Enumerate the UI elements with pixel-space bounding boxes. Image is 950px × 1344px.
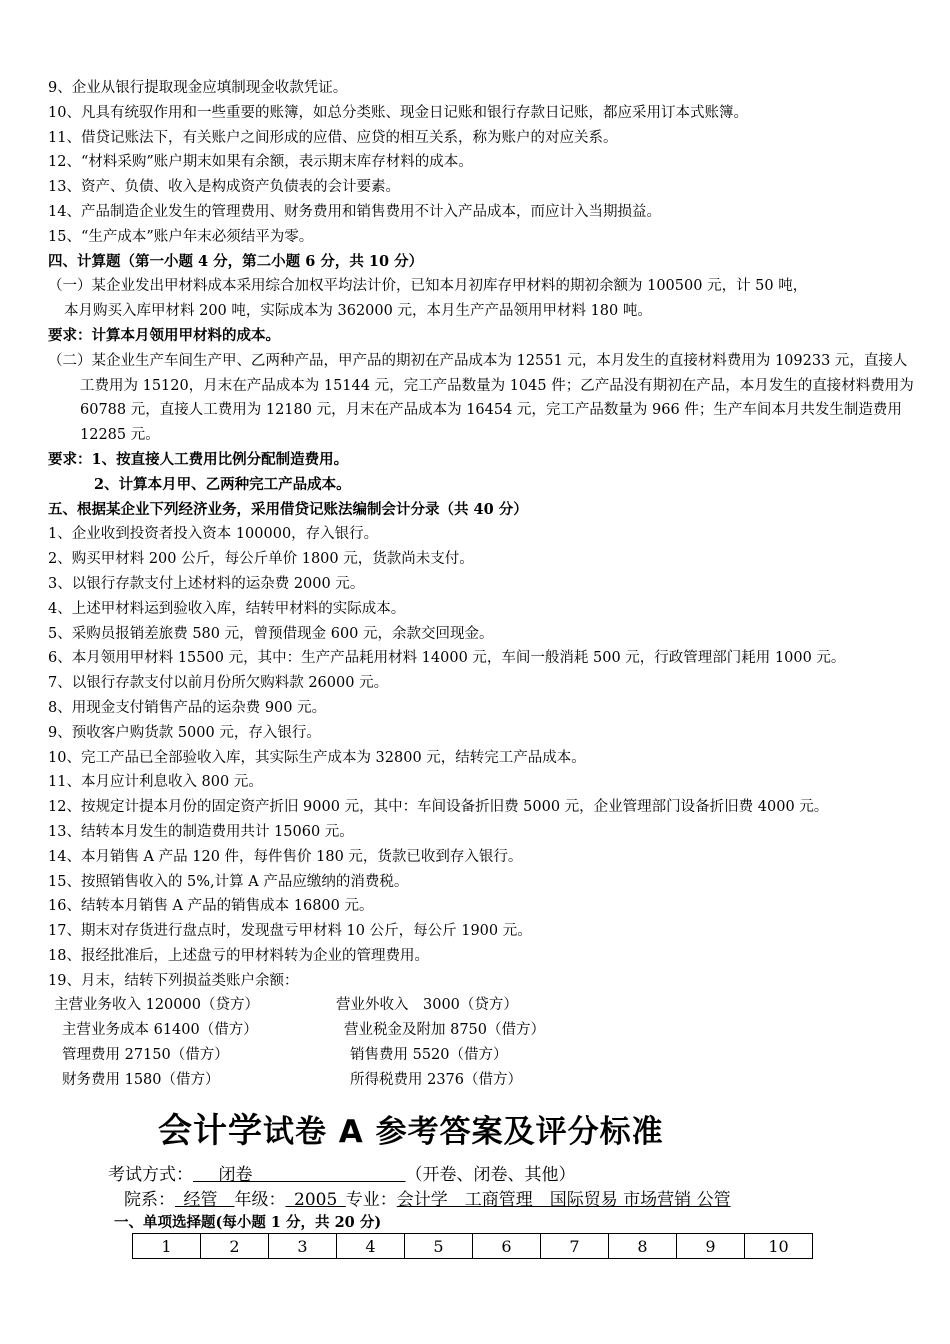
transaction-item: 18、报经批准后，上述盘亏的甲材料转为企业的管理费用。 (48, 947, 429, 964)
exam-method-options: （开卷、闭卷、其他） (405, 1165, 576, 1185)
judgement-item: 13、资产、负债、收入是构成资产负债表的会计要素。 (48, 179, 400, 196)
exam-method-label: 考试方式： (108, 1165, 193, 1185)
calc-q2-text: （二）某企业生产车间生产甲、乙两种产品，甲产品的期初在产品成本为 12551 元，本月发生的直接材料费用为 109233 元，直接人工费用为 15120，月末在产品成本为 15144 元，完工产品数量为 1045 件；乙产品没有期初在产品，本月发生的直接材料费用为 60788 元，直接人工费用为 12180 元，月末在产品成本为 16454 元，完工产品数量为 966 件；生产车间本月共发生制造费用 12285 元。 (48, 352, 914, 444)
exam-method-row (108, 1160, 576, 1185)
balance-right: 所得税费用 2376（借方） (350, 1071, 523, 1088)
transaction-item: 5、采购员报销差旅费 580 元，曾预借现金 600 元，余款交回现金。 (48, 625, 494, 642)
judgement-item: 11、借贷记账法下，有关账户之间形成的应借、应贷的相互关系，称为账户的对应关系。 (48, 129, 618, 146)
transaction-item: 14、本月销售 A 产品 120 件，每件售价 180 元，货款已收到存入银行。 (48, 848, 523, 865)
judgement-item: 10、凡具有统驭作用和一些重要的账簿，如总分类账、现金日记账和银行存款日记账，都应采用订本式账簿。 (48, 104, 748, 121)
section1-heading: 一、单项选择题(每小题 1 分，共 20 分) (114, 1214, 382, 1231)
transaction-item: 1、企业收到投资者投入资本 100000，存入银行。 (48, 526, 379, 543)
dept-value: 经管 (183, 1190, 218, 1210)
transaction-item: 19、月末，结转下列损益类账户余额： (48, 972, 299, 989)
exam-page (48, 76, 918, 1093)
calc-q1-line1: （一）某企业发出甲材料成本采用综合加权平均法计价，已知本月初库存甲材料的期初余额为 100500 元，计 50 吨， (48, 278, 808, 295)
calc-q1-requirement: 要求：计算本月领用甲材料的成本。 (48, 326, 280, 344)
balance-right: 销售费用 5520（借方） (350, 1047, 508, 1064)
table-row (133, 1234, 813, 1259)
transaction-item: 2、购买甲材料 200 公斤，每公斤单价 1800 元，货款尚未支付。 (48, 551, 474, 568)
table-cell: 4 (337, 1234, 405, 1259)
balance-left: 财务费用 1580（借方） (62, 1071, 220, 1088)
transaction-item: 15、按照销售收入的 5%,计算 A 产品应缴纳的消费税。 (48, 873, 409, 890)
transaction-item: 3、以银行存款支付上述材料的运杂费 2000 元。 (48, 575, 365, 592)
table-cell: 5 (405, 1234, 473, 1259)
grade-value: 2005 (294, 1190, 338, 1210)
balance-right: 营业税金及附加 8750（借方） (344, 1022, 546, 1039)
calc-q1-line2: 本月购买入库甲材料 200 吨，实际成本为 362000 元，本月生产产品领用甲材料 180 吨。 (64, 303, 652, 320)
balance-row (48, 1043, 918, 1068)
exam-method-value: 闭卷 (218, 1165, 253, 1185)
transaction-item: 10、完工产品已全部验收入库，其实际生产成本为 32800 元，结转完工产品成本。 (48, 749, 586, 766)
major-value: 会计学 工商管理 国际贸易 市场营销 公管 (396, 1190, 731, 1210)
table-cell: 7 (541, 1234, 609, 1259)
dept-label: 院系： (124, 1190, 175, 1210)
table-cell: 9 (677, 1234, 745, 1259)
balance-left: 主营业务收入 120000（贷方） (54, 997, 259, 1014)
transaction-item: 7、以银行存款支付以前月份所欠购料款 26000 元。 (48, 675, 389, 692)
grade-label: 年级： (234, 1190, 286, 1210)
answer-number-table (132, 1233, 813, 1259)
answer-title-rest: 试卷 A 参考答案及评分标准 (263, 1114, 664, 1150)
answer-title-course: 会计学 (158, 1111, 263, 1151)
major-label: 专业： (345, 1190, 397, 1210)
transaction-item: 13、结转本月发生的制造费用共计 15060 元。 (48, 823, 354, 840)
calc-q2-requirement-1: 要求：1、按直接人工费用比例分配制造费用。 (48, 450, 349, 468)
balance-right: 营业外收入 3000（贷方） (336, 997, 518, 1014)
section4-heading: 四、计算题（第一小题 4 分，第二小题 6 分，共 10 分） (48, 252, 424, 270)
balance-left: 主营业务成本 61400（借方） (62, 1022, 258, 1039)
judgement-item: 9、企业从银行提取现金应填制现金收款凭证。 (48, 80, 348, 96)
transaction-item: 17、期末对存货进行盘点时，发现盘亏甲材料 10 公斤，每公斤 1900 元。 (48, 923, 532, 940)
table-cell: 2 (201, 1234, 269, 1259)
balance-row (48, 1018, 918, 1043)
table-cell: 6 (473, 1234, 541, 1259)
section5-heading: 五、根据某企业下列经济业务，采用借贷记账法编制会计分录（共 40 分） (48, 500, 528, 518)
transaction-item: 9、预收客户购货款 5000 元，存入银行。 (48, 724, 321, 741)
answer-title (158, 1103, 664, 1152)
judgement-item: 12、“材料采购”账户期末如果有余额，表示期末库存材料的成本。 (48, 154, 473, 171)
table-cell: 1 (133, 1234, 201, 1259)
transaction-item: 6、本月领用甲材料 15500 元，其中：生产产品耗用材料 14000 元，车间一般消耗 500 元，行政管理部门耗用 1000 元。 (48, 650, 846, 667)
balance-left: 管理费用 27150（借方） (62, 1047, 229, 1064)
table-cell: 10 (745, 1234, 813, 1259)
transaction-item: 16、结转本月销售 A 产品的销售成本 16800 元。 (48, 898, 374, 915)
table-cell: 3 (269, 1234, 337, 1259)
transaction-item: 4、上述甲材料运到验收入库，结转甲材料的实际成本。 (48, 600, 406, 617)
transaction-item: 8、用现金支付销售产品的运杂费 900 元。 (48, 699, 327, 716)
judgement-item: 15、“生产成本”账户年末必须结平为零。 (48, 228, 314, 245)
transaction-item: 11、本月应计利息收入 800 元。 (48, 774, 263, 791)
table-cell: 8 (609, 1234, 677, 1259)
balance-row (48, 1068, 918, 1093)
transaction-item: 12、按规定计提本月份的固定资产折旧 9000 元，其中：车间设备折旧费 5000 元，企业管理部门设备折旧费 4000 元。 (48, 799, 829, 816)
judgement-item: 14、产品制造企业发生的管理费用、财务费用和销售费用不计入产品成本，而应计入当期损益。 (48, 203, 661, 220)
balance-row (48, 993, 918, 1018)
calc-q2-requirement-2: 2、计算本月甲、乙两种完工产品成本。 (94, 475, 351, 493)
dept-row (124, 1185, 731, 1210)
